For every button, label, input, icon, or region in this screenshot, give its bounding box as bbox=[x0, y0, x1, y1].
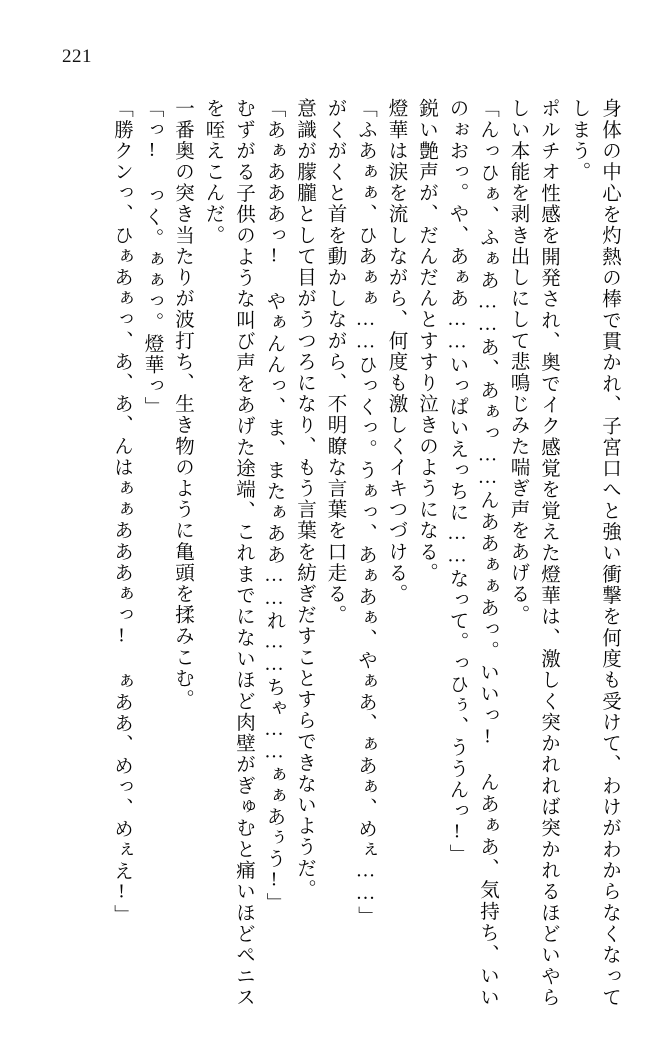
paragraph: 燈華は涙を流しながら、何度も激しくイキつづける。 bbox=[385, 98, 407, 605]
paragraph: 意識が朦朧として目がうつろになり、もう言葉を紡ぎだすことすらできないようだ。 bbox=[294, 98, 315, 900]
paragraph: 「んっひぁ、ふぁあ……あ、あぁっ……んああぁぁあっ。いいっ! んあぁあ、気持ち、いいのぉおっ。や、あぁあ……いっぱいえっちに……なって。っひぅ、ううんっ!」 bbox=[446, 98, 498, 1008]
paragraph: むずがる子供のような叫び声をあげた途端、これまでにないほど肉壁がぎゅむと痛いほどペニスを咥えこんだ。 bbox=[202, 98, 254, 1008]
paragraph: 身体の中心を灼熱の棒で貫かれ、子宮口へと強い衝撃を何度も受けて、わけがわからなくなってしまう。 bbox=[568, 98, 620, 1008]
page-text-vertical bbox=[64, 98, 624, 1008]
paragraph: 「っ! っく。ぁぁっ。燈華っ」 bbox=[141, 98, 163, 418]
paragraph: 鋭い艶声が、だんだんとすすり泣きのようになる。 bbox=[416, 98, 437, 584]
paragraph: がくがくと首を動かしながら、不明瞭な言葉を口走る。 bbox=[324, 98, 346, 626]
paragraph: 「あぁあああっ! やぁんんっ、ま、またぁああ……れ……ちゃ……ぁぁあぅう!」 bbox=[263, 98, 285, 914]
page-number: 221 bbox=[62, 46, 92, 67]
paragraph: 一番奥の突き当たりが波打ち、生き物のように亀頭を揉みこむ。 bbox=[172, 98, 193, 710]
paragraph: 「ふあぁぁ、ひあぁぁ……ひっくっ。うぁっ、あぁあぁ、やぁあ、ぁあぁ、めぇ……」 bbox=[355, 98, 376, 927]
paragraph: 「勝クンっ、ひぁあぁっ、あ、あ、んはぁぁあああぁっ! ぁああ、めっ、めぇえ!」 bbox=[111, 98, 132, 926]
paragraph: ポルチオ性感を開発され、奥でイク感覚を覚えた燈華は、激しく突かれれば突かれるほどいやらしい本能を剥き出しにして悲鳴じみた喘ぎ声をあげる。 bbox=[507, 98, 559, 1008]
